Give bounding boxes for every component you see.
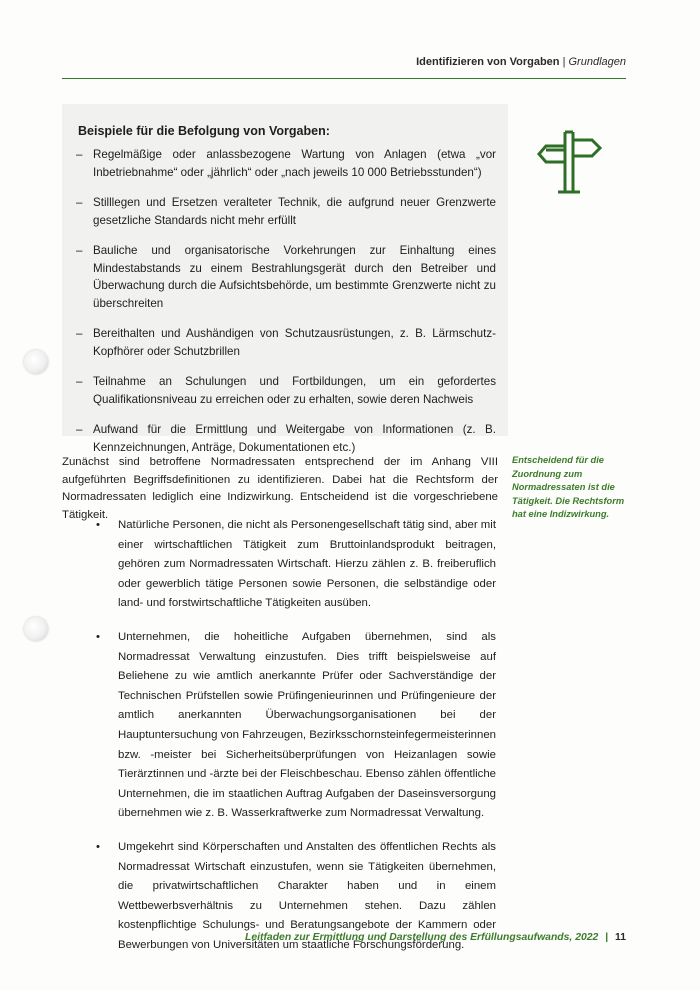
running-header bbox=[416, 56, 626, 68]
punch-hole bbox=[24, 350, 48, 374]
list-item bbox=[76, 242, 496, 312]
list-item-text: Natürliche Personen, die nicht als Personengesellschaft tätig sind, aber mit einer wirtschaftlichen Tätigkeit zum Bruttoinlandsprodukt beitragen, gehören zum Normadressaten Wirtschaft. Hierzu zählen z. B. freiberuflich oder gewerblich tätige Personen sowie Personen, die selbständige oder land- und forstwirtschaftliche Tätigkeiten ausüben. bbox=[118, 519, 496, 610]
page-footer bbox=[245, 932, 626, 943]
punch-hole bbox=[24, 617, 48, 641]
page-number: 11 bbox=[615, 932, 626, 943]
header-separator: | bbox=[562, 56, 566, 68]
dash-marker: – bbox=[76, 196, 83, 209]
footer-separator: | bbox=[605, 932, 609, 943]
margin-note: Entscheidend für die Zuordnung zum Normadressaten ist die Tätigkeit. Die Rechtsform hat eine Indizwirkung. bbox=[512, 455, 625, 519]
list-item-text: Teilnahme an Schulungen und Fortbildungen, um ein gefordertes Qualifikationsniveau zu erreichen oder zu erhalten, sowie deren Nachweis bbox=[93, 375, 496, 406]
intro-paragraph: Zunächst sind betroffene Normadressaten entsprechend der im Anhang VIII aufgeführten Begriffsdefinitionen zu identifizieren. Dabei hat die Rechtsform der Normadressaten lediglich eine Indizwirkung. Entscheidend ist die vorgeschriebene Tätigkeit. bbox=[62, 456, 498, 521]
list-item bbox=[76, 421, 496, 456]
list-item-text: Bauliche und organisatorische Vorkehrungen zur Einhaltung eines Mindestabstands zu einem Bestrahlungsgerät durch den Betreiber und Überwachung durch die Aufsichtsbehörde, um bestimmte Grenzwerte nicht zu überschreiten bbox=[93, 244, 496, 310]
list-item bbox=[96, 628, 497, 824]
bullet-list bbox=[96, 516, 497, 969]
header-section: Identifizieren von Vorgaben bbox=[416, 56, 560, 68]
footer-title: Leitfaden zur Ermittlung und Darstellung des Erfüllungsaufwands, 2022 bbox=[244, 932, 599, 943]
list-item-text: Stilllegen und Ersetzen veralteter Technik, die aufgrund neuer Grenzwerte gesetzliche Standards nicht mehr erfüllt bbox=[93, 196, 496, 227]
header-rule bbox=[62, 78, 626, 79]
bullet-marker: • bbox=[96, 519, 100, 531]
dash-marker: – bbox=[76, 244, 83, 257]
list-item-text: Umgekehrt sind Körperschaften und Anstalten des öffentlichen Rechts als Normadressat Wirtschaft einzustufen, wenn sie Tätigkeiten übernehmen, die privatwirtschaftlichen Charakter haben und in einem Wettbewerbsverhältnis zu Unternehmen stehen. Dazu zählen kostenpflichtige Schulungs- und Beratungsangebote der Kammern oder Bewerbungen von Universitäten um staatliche Forschungsförderung. bbox=[118, 840, 496, 951]
list-item bbox=[76, 325, 496, 360]
bullet-marker: • bbox=[96, 840, 100, 853]
dash-marker: – bbox=[76, 327, 83, 340]
example-list bbox=[76, 146, 496, 469]
dash-marker: – bbox=[76, 148, 83, 161]
list-item bbox=[96, 516, 496, 614]
signpost-icon bbox=[536, 128, 602, 196]
list-item bbox=[76, 373, 496, 408]
list-item-text: Bereithalten und Aushändigen von Schutzausrüstungen, z. B. Lärmschutz-Kopfhörer oder Schutzbrillen bbox=[93, 327, 496, 358]
dash-marker: – bbox=[76, 375, 83, 388]
header-chapter: Grundlagen bbox=[568, 56, 626, 68]
dash-marker: – bbox=[76, 423, 83, 436]
example-box-title: Beispiele für die Befolgung von Vorgaben: bbox=[78, 124, 330, 138]
list-item bbox=[76, 194, 496, 229]
bullet-marker: • bbox=[96, 630, 100, 643]
list-item bbox=[76, 146, 496, 181]
list-item-text: Unternehmen, die hoheitliche Aufgaben übernehmen, sind als Normadressat Verwaltung einzustufen. Dies trifft beispielsweise auf Beliehene zu wie amtlich anerkannte Prüfer oder Sachverständige der Technischen Prüfstellen sowie Prüfingenieurinnen und Prüfingenieure der amtlich anerkannten Überwachungsorganisationen bei der Hauptuntersuchung von Fahrzeugen, Bezirksschornsteinfegermeisterinnen bzw. -meister bei Sicherheitsüberprüfungen von Heizanlagen sowie Tierärztinnen und -ärzte bei der Fleischbeschau. Ebenso zählen öffentliche Unternehmen, die im staatlichen Auftrag Aufgaben der Daseinsversorgung übernehmen wie z. B. Wasserkraftwerke zum Normadressat Verwaltung. bbox=[118, 630, 497, 820]
list-item-text: Aufwand für die Ermittlung und Weitergabe von Informationen (z. B. Kennzeichnungen, Anträge, Dokumentationen etc.) bbox=[93, 423, 496, 454]
list-item-text: Regelmäßige oder anlassbezogene Wartung von Anlagen (etwa „vor Inbetriebnahme“ oder „jährlich“ oder „nach jeweils 10 000 Betriebsstunden“) bbox=[93, 148, 496, 179]
